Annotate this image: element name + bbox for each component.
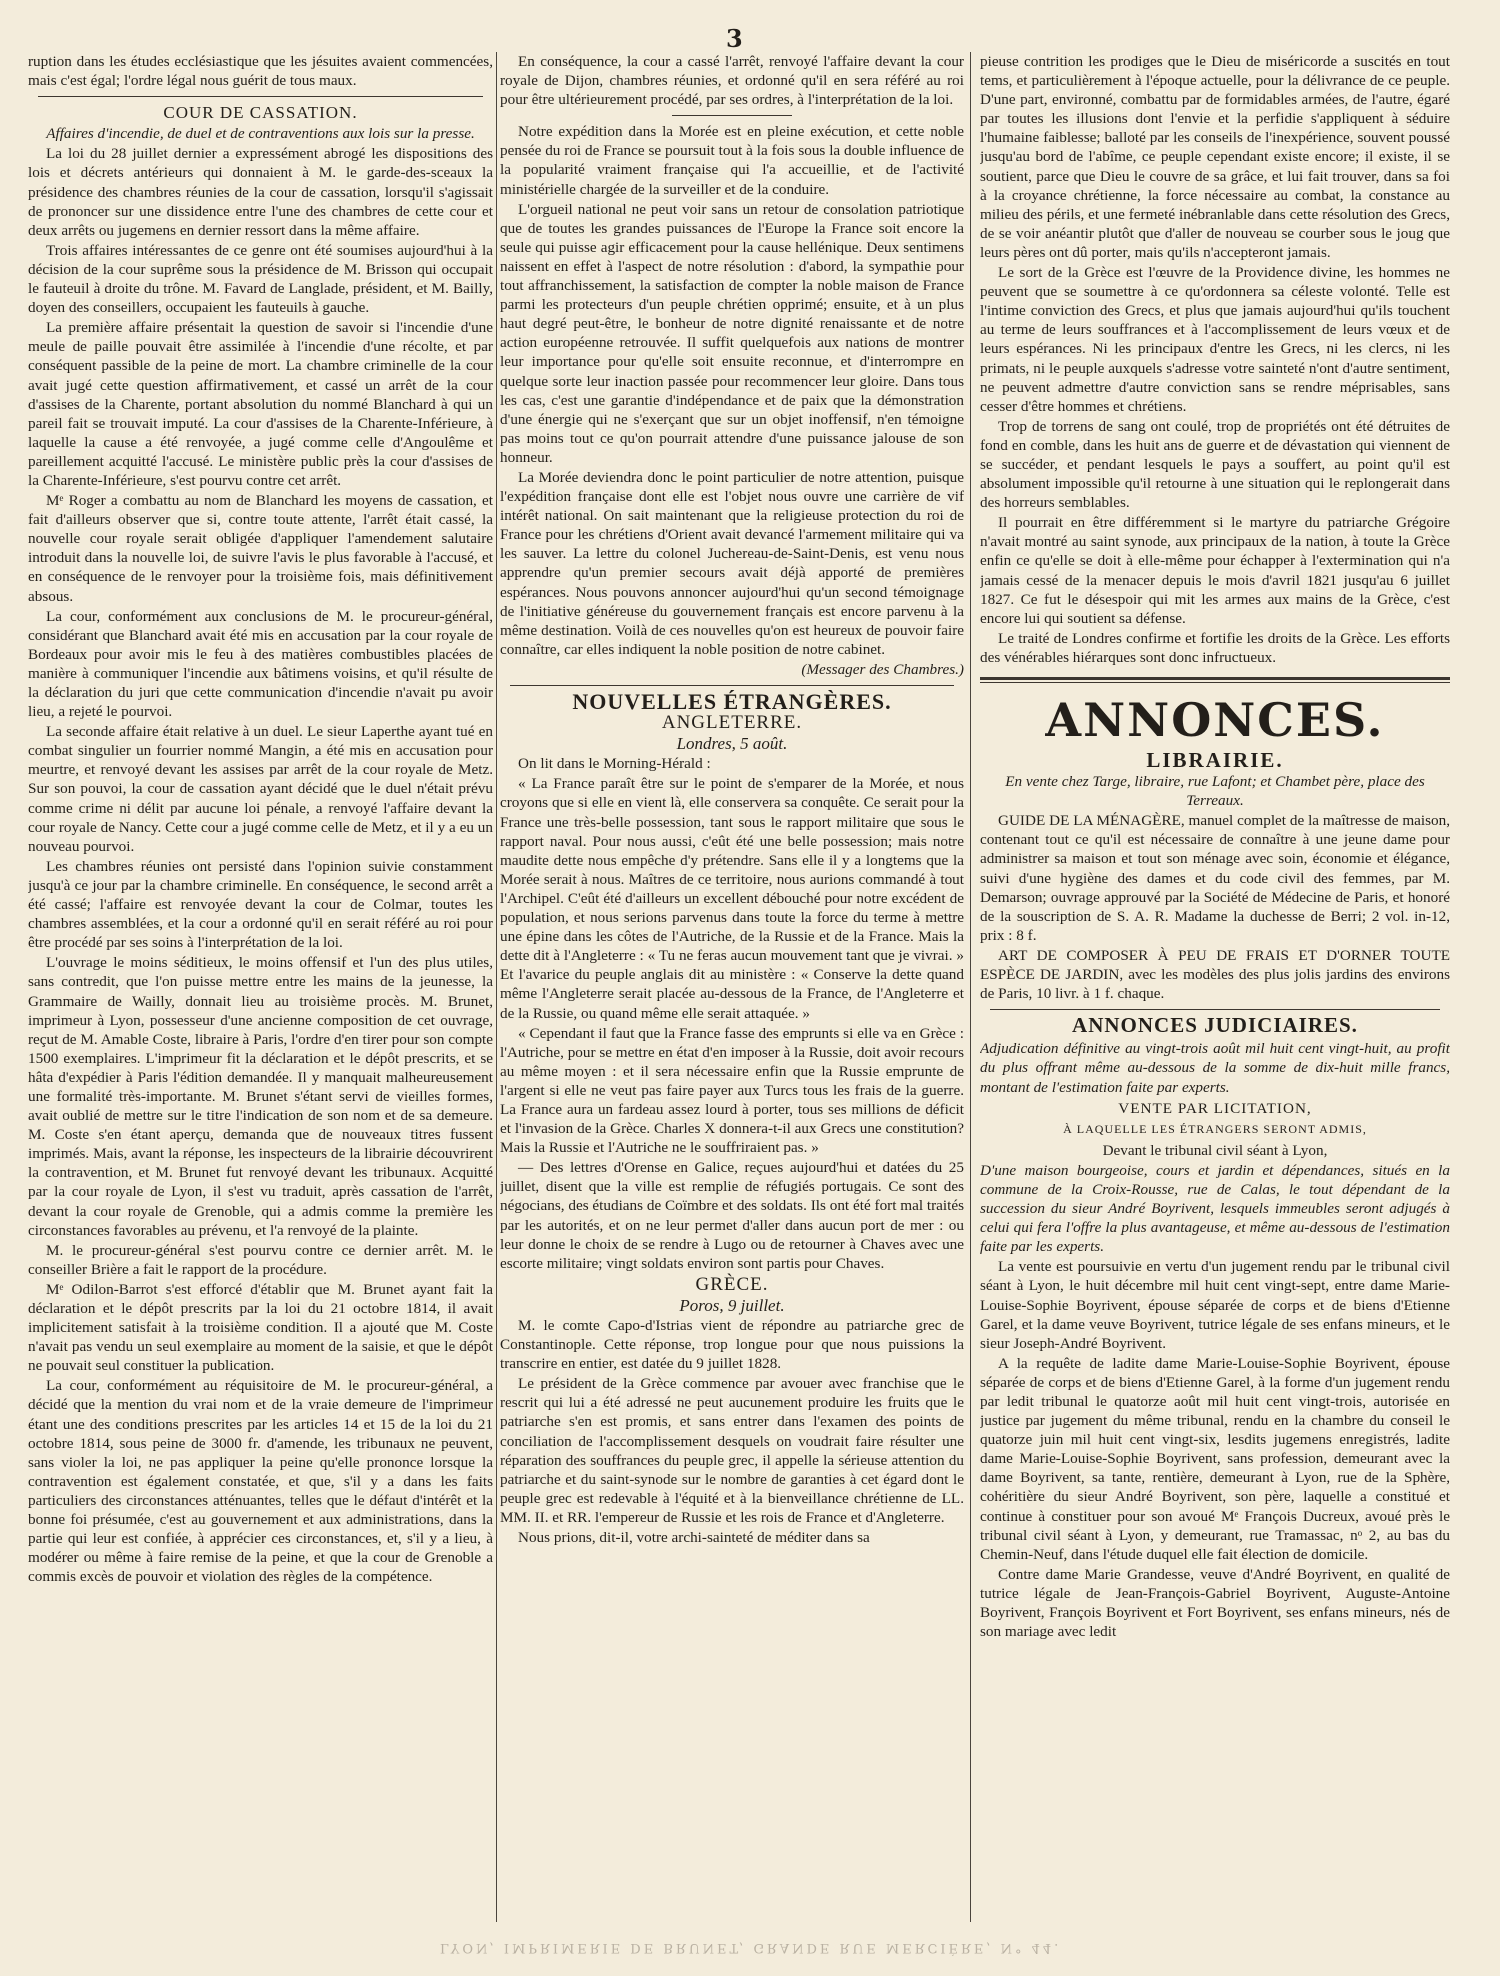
- paragraph: Trois affaires intéressantes de ce genre ont été soumises aujourd'hui à la décision de la cour suprême sous la présidence de M. Brisson qui occupait le fauteuil à droite du trône. M. Favard de Langlade, président, et M. Bailly, doyen des conseillers, occupaient les fauteuils à gauche.: [28, 241, 493, 317]
- page-number: 3: [726, 24, 743, 53]
- annonces-title: ANNONCES.: [1045, 693, 1385, 747]
- librairie-item: GUIDE DE LA MÉNAGÈRE, manuel complet de la maîtresse de maison, contenant tout ce qu'il est nécessaire de connaître à une jeune dame pour administrer sa maison et tout son ménage avec soin, économie et élégance, suivi d'une hygiène des dames et du code civil des femmes, par M. Demarson; ouvrage approuvé par la Société de Médecine de Paris, et honoré de la souscription de S. A. R. Madame la duchesse de Berri; 2 vol. in-12, prix : 8 f.: [980, 812, 1450, 944]
- country-title-grece: GRÈCE.: [695, 1273, 769, 1295]
- judiciaires-intro: Adjudication définitive au vingt-trois août mil huit cent vingt-huit, au profit du plus offrant même au-dessous de la somme de dix-huit mille francs, montant de l'estimation faite par experts.: [980, 1040, 1450, 1096]
- paragraph: Trop de torrens de sang ont coulé, trop de propriétés ont été détruites de fond en comble, dans les huit ans de guerre et de dévastation qui viennent de se succéder, et pendant lesquels le pays a souffert, au point qu'il est absolument impossible qu'il retourne à une situation qui le replongerait dans des horreurs semblables.: [980, 417, 1450, 512]
- column-3: [980, 52, 1450, 1952]
- paragraph: M. le procureur-général s'est pourvu contre ce dernier arrêt. M. le conseiller Brière a fait le rapport de la procédure.: [28, 1241, 493, 1278]
- vente-title: VENTE PAR LICITATION,: [1118, 1099, 1312, 1117]
- column-divider-right: [970, 52, 971, 1922]
- vente-description: D'une maison bourgeoise, cours et jardin et dépendances, situés en la commune de la Croix-Rousse, rue de Calas, le tout dépendant de la succession du sieur André Boyrivent, lesquels immeubles seront adjugés à celui qui fera l'offre la plus avantageuse, et même au-dessous de l'estimation faite par les experts.: [980, 1161, 1450, 1256]
- column-2: [500, 52, 964, 1952]
- paragraph: « Cependant il faut que la France fasse des emprunts si elle va en Grèce : l'Autriche, pour se mettre en état d'en imposer à la Russie, doit avoir recours au même moyen : et il sera nécessaire enfin que la Russie emprunte de l'argent si elle ne veut pas faire payer aux Turcs tous les frais de la guerre. La France aura un fardeau assez lourd à porter, tous ses millions de déficit et l'invasion de la Grèce. Charles X donnera-t-il aux Grecs une constitution? Mais la Russie et l'Autriche ne le souffriraient pas. »: [500, 1024, 964, 1157]
- paragraph: M. le comte Capo-d'Istrias vient de répondre au patriarche grec de Constantinople. Cette réponse, trop longue pour que nous puissions la transcrire en entier, est datée du 9 juillet 1828.: [500, 1317, 964, 1373]
- column-divider-left: [496, 52, 497, 1922]
- paragraph: Le président de la Grèce commence par avouer avec franchise que le rescrit qui lui a été adressé ne peut aucunement produire les fruits que le patriarche s'en est promis, et sans entrer dans l'examen des points de conciliation de l'accomplissement desquels on voudrait faire résulter une réparation des souffrances du peuple grec, il appelle la sérieuse attention du patriarche et du saint-synode sur le nombre de garanties à cet égard dont le peuple grec est redevable à l'équité et à la bienveillance chrétienne de LL. MM. II. et RR. l'empereur de Russie et les rois de France et d'Angleterre.: [500, 1375, 964, 1526]
- annonces-judiciaires-title: ANNONCES JUDICIAIRES.: [1072, 1013, 1358, 1038]
- librairie-item: ART DE COMPOSER À PEU DE FRAIS ET D'ORNER TOUTE ESPÈCE DE JARDIN, avec les modèles des plus jolis jardins des environs de Paris, 10 livr. à 1 f. chaque.: [980, 946, 1450, 1003]
- paragraph: L'orgueil national ne peut voir sans un retour de consolation patriotique que de toutes les grandes puissances de l'Europe la France soit encore la seule qui puisse agir efficacement pour la cause hellénique. Deux sentimens naissent en effet à l'aspect de notre résolution : d'abord, la sympathie pour tout affranchissement, la satisfaction de compter la noble maison de France parmi les protecteurs d'un peuple chrétien opprimé; ensuite, et à un plus haut degré peut-être, le bonheur de notre dignité renaissante et de notre action européenne retrouvée. Il suffit quelquefois aux nations de montrer leur importance pour qu'elle soit ensuite reconnue, et d'interrompre en quelque sorte leur inaction passée pour recommencer leur gloire. Dans tous les cas, c'est une garantie d'indépendance et de paix que la démonstration d'une énergie qui ne s'exerçant que sur un objet inoffensif, n'en témoigne pas moins tout ce qu'on pourrait attendre d'une puissance jalouse de son honneur.: [500, 200, 964, 466]
- dateline-poros: Poros, 9 juillet.: [679, 1295, 785, 1315]
- column-1: [28, 52, 493, 1952]
- paragraph: A la requête de ladite dame Marie-Louise-Sophie Boyrivent, épouse séparée de corps et de biens d'Etienne Garel, à la forme d'un jugement rendu par ledit tribunal le quatorze août mil huit cent vingt-trois, autorisée en justice par jugement du même tribunal, rendu en la chambre du conseil le quatorze juin mil huit cent vingt-six, lesdits jugemens enregistrés, ladite dame Marie-Louise-Sophie Boyrivent, sans profession, demeurant avec la dame Boyrivent, sa tante, rentière, demeurant à Lyon, rue de la Sphère, cohéritière du sieur André Boyrivent, son père, laquelle a constitué et continue à constituer pour son avoué Mᵉ François Ducreux, avoué près le tribunal civil séant à Lyon, y demeurant, rue Tramassac, nᵒ 2, au bas du Chemin-Neuf, dans l'étude duquel elle fait élection de domicile.: [980, 1354, 1450, 1563]
- section-subtitle: Affaires d'incendie, de duel et de contraventions aux lois sur la presse.: [46, 125, 475, 143]
- paragraph: La Morée deviendra donc le point particulier de notre attention, puisque l'expédition française dont elle est l'objet nous ouvre une carrière de vif intérêt national. On sait maintenant que la religieuse protection du roi de France pour les chrétiens d'Orient avait devancé l'armement militaire qui va les sauver. La lettre du colonel Juchereau-de-Saint-Denis, est venu nous apprendre qu'un premier secours avait déjà apporté de premières espérances. Nous pouvons annoncer aujourd'hui qu'un second témoignage de l'initiative généreuse du gouvernement français est encore parvenu à la même destination. Voilà de ces nouvelles qu'on est heureux de pouvoir faire connaître, car elles indiquent la noble position de notre cabinet.: [500, 468, 964, 658]
- paragraph: Nous prions, dit-il, votre archi-sainteté de méditer dans sa: [518, 1529, 870, 1547]
- paragraph: La vente est poursuivie en vertu d'un jugement rendu par le tribunal civil séant à Lyon, le huit décembre mil huit cent vingt-sept, entre dame Marie-Louise-Sophie Boyrivent, épouse séparée de corps et de biens d'Etienne Garel, et la dame veuve Boyrivent, tutrice légale de ses enfans mineurs, et le sieur Joseph-André Boyrivent.: [980, 1258, 1450, 1352]
- section-title-nouvelles-etrangeres: NOUVELLES ÉTRANGÈRES.: [572, 689, 892, 714]
- column-1-intro: ruption dans les études ecclésiastique que les jésuites avaient commencées, mais c'est égal; l'ordre légal nous guérit de tous maux.: [28, 53, 493, 90]
- paragraph: Les chambres réunies ont persisté dans l'opinion suivie constamment jusqu'à ce jour par la chambre criminelle. En conséquence, le second arrêt a été cassé; l'affaire est renvoyée devant la cour de Colmar, toutes les chambres assemblées, et la cour a ordonné qu'il en serait référé au roi pour être procédé par ses soins à l'interprétation de la loi.: [28, 857, 493, 952]
- paragraph: Le traité de Londres confirme et fortifie les droits de la Grèce. Les efforts des vénérables hiérarques sont donc infructueux.: [980, 629, 1450, 666]
- country-title-angleterre: ANGLETERRE.: [661, 712, 803, 734]
- paragraph: La loi du 28 juillet dernier a expressément abrogé les dispositions des lois et décrets antérieurs qui donnaient à M. le garde-des-sceaux la présidence des chambres réunies de la cour de cassation, lorsqu'il s'agissait de prononcer sur une dissidence entre l'une des chambres de cette cour et deux arrêts ou jugemens en dernier ressort dans la même affaire.: [28, 145, 493, 239]
- paragraph: La cour, conformément au réquisitoire de M. le procureur-général, a décidé que la mention du vrai nom et de la vraie demeure de l'imprimeur étant une des conditions prescrites par les articles 14 et 15 de la loi du 21 octobre 1814, sous peine de 3000 fr. d'amende, les tribunaux ne peuvent, sans violer la loi, ne pas appliquer la peine qu'elle prononce lorsque la contravention est également constatée, et que, s'il y a dans les faits particuliers des circonstances atténuantes, telles que le défaut d'intérêt et la bonne foi présumée, c'est au gouvernement et aux administrations, dans la partie qui leur est confiée, à apprécier ces circonstances, et, s'il y a lieu, à modérer ou même à faire remise de la peine, et que la cour de Grenoble a commis excès de pouvoir et violation des règles de la compétence.: [28, 1377, 493, 1586]
- paragraph: On lit dans le Morning-Hérald :: [518, 755, 711, 773]
- paragraph: La seconde affaire était relative à un duel. Le sieur Laperthe ayant tué en combat singulier un fourrier nommé Mangin, a été mis en accusation pour meurtre, et renvoyé devant les assises par arrêt de la cour royale de Metz. Sur son pouvoi, la cour de cassation ayant décidé que le duel n'était prévu comme crime ni délit par aucune loi pénale, a renvoyé l'affaire devant la cour royale de Nancy. Cette cour a jugé comme celle de Metz, et il y a eu un nouveau pourvoi.: [28, 723, 493, 855]
- divider: [38, 96, 483, 97]
- paragraph: L'ouvrage le moins séditieux, le moins offensif et l'un des plus utiles, sans contredit, que l'on puisse mettre entre les mains de la jeunesse, la Grammaire de Wailly, donnait lieu au troisième procès. M. Brunet, imprimeur à Lyon, possesseur d'une ancienne composition de cet ouvrage, reçut de M. Amable Coste, libraire à Paris, l'ordre d'en tirer pour son compte 1500 exemplaires. L'imprimeur fit la déclaration et le dépôt prescrits, et se hâta d'expédier à Paris l'édition demandée. Il y manquait malheureusement une formalité très-importante. M. Brunet s'étant servi de vieilles formes, avait oublié de mettre sur le titre l'indication de son nom et de sa demeure. M. Coste s'en étant aperçu, demanda que de nouveaux titres fussent imprimés. Mais, avant la réponse, les inspecteurs de la librairie découvrirent la contravention, et M. Brunet fut renvoyé devant les tribunaux. Acquitté par la cour royale de Lyon, il s'est vu traduit, après cassation de l'arrêt, devant la cour royale de Grenoble, qui a admis comme la première les circonstances favorables au prévenu, et l'a renvoyé de la plainte.: [28, 954, 493, 1239]
- divider: [990, 1009, 1440, 1010]
- double-rule-bottom: [980, 682, 1450, 683]
- mirrored-imprint: LYON, IMPRIMERIE DE BRUNET, GRANDE RUE MERCIÈRE, N° 44.: [440, 1940, 1062, 1955]
- paragraph: Contre dame Marie Grandesse, veuve d'André Boyrivent, en qualité de tutrice légale de Jean-François-Gabriel Boyrivent, Auguste-Antoine Boyrivent, François Boyrivent et Fort Boyrivent, ses enfans mineurs, nés de son mariage avec ledit: [980, 1565, 1450, 1641]
- paragraph: Mᵉ Odilon-Barrot s'est efforcé d'établir que M. Brunet ayant fait la déclaration et le dépôt prescrits par la loi du 21 octobre 1814, il avait implicitement satisfait à la troisième condition. Il a ajouté que M. Coste n'avait pas vendu un seul exemplaire au moment de la saisie, et que le dépôt ne pouvait seul constituer la publication.: [28, 1280, 493, 1375]
- librairie-title: LIBRAIRIE.: [1146, 748, 1284, 772]
- paragraph: En conséquence, la cour a cassé l'arrêt, renvoyé l'affaire devant la cour royale de Dijon, chambres réunies, et ordonné qu'il en sera référé au roi pour être ultérieurement procédé, par ses ordres, à l'interprétation de la loi.: [500, 53, 964, 109]
- source-signature: (Messager des Chambres.): [801, 660, 964, 678]
- paragraph: La première affaire présentait la question de savoir si l'incendie d'une meule de paille pouvait être assimilée à l'incendie d'une récolte, et par conséquent passible de la peine de mort. La chambre criminelle de la cour avait jugé cette question affirmativement, et cassé un arrêt de la cour d'assises de la Charente, portant absolution du nommé Blanchard à qui un pareil fait se trouvait imputé. La cour d'assises de la Charente-Inférieure, à laquelle la cause a été renvoyée, a jugé comme celle d'Angoulême et pareillement acquitté l'accusé. Le ministère public près la cour d'assises de la Charente-Inférieure, s'est pourvu contre cet arrêt.: [28, 319, 493, 489]
- librairie-intro: En vente chez Targe, libraire, rue Lafont; et Chambet père, place des Terreaux.: [1005, 773, 1425, 810]
- paragraph: pieuse contrition les prodiges que le Dieu de miséricorde a suscités en tout tems, et particulièrement à l'époque actuelle, pour la délivrance de ce peuple. D'une part, environné, combattu par de formidables armées, de l'autre, égaré par toutes les illusions dont l'envie et la perfidie s'appliquent à séduire l'humaine faiblesse; balloté par les conseils de l'inexpérience, souvent poussé jusqu'au bord de l'abîme, ce peuple cependant existe encore; il existe, il se soutient, parce que Dieu le couvre de sa grâce, et lui fait trouver, dans sa foi à la croyance chrétienne, la force nécessaire au combat, la constance au milieu des périls, et une fermeté inébranlable dans cette résolution des Grecs, de se voir anéantir plutôt que d'aller de nouveau se courber sous le joug que leurs pères ont dû porter, mais qu'ils n'accepteront jamais.: [980, 53, 1450, 261]
- paragraph: Notre expédition dans la Morée est en pleine exécution, et cette noble pensée du roi de France se poursuit tout à la fois sous la double influence de la popularité vraiment française qui l'a accueillie, et de l'activité ministérielle chargée de la surveiller et de la conduire.: [500, 123, 964, 198]
- paragraph: Le sort de la Grèce est l'œuvre de la Providence divine, les hommes ne peuvent que se soumettre à ce qu'ordonnera sa céleste volonté. Telle est l'intime conviction des Grecs, et plus que jamais aujourd'hui qu'ils touchent au terme de leurs souffrances et à l'accomplissement de leurs vœux et de leurs espérances. Ni les principaux d'entre les Grecs, ni les clercs, ni les primats, ni le peuple auxquels s'adresse votre sainteté n'ont d'autre sentiment, ne peuvent admettre d'autre conviction sans se rendre méprisables, sans cesser d'être hommes et chrétiens.: [980, 264, 1450, 415]
- double-rule-top: [980, 677, 1450, 680]
- dateline-londres: Londres, 5 août.: [676, 734, 788, 754]
- divider: [672, 115, 792, 116]
- paragraph: La cour, conformément aux conclusions de M. le procureur-général, considérant que Blanchard avait été mis en accusation par la cour royale de Bordeaux pour avoir mis le feu à des matières combustibles placées de manière à communiquer l'incendie aux bâtimens voisins, et qu'il résulte de la déclaration du juri que cette communication d'incendie n'avait pu avoir lieu, a rejeté le pourvoi.: [28, 607, 493, 721]
- paragraph: « La France paraît être sur le point de s'emparer de la Morée, et nous croyons que si elle en vient là, elle conservera sa conquête. Ce serait pour la France une très-belle possession, tant sous le rapport militaire que sous le rapport naval. Pour nous aussi, c'eût été une belle possession; mais notre maudite dette nous empêche d'y prétendre. Sans elle il y a longtems que la Morée serait à nous. Maîtres de ce territoire, nous aurions commandé à tout l'Archipel. C'eût été d'ailleurs un excellent débouché pour notre excédent de population, et nous serions parvenus dans toute la force du terme à mettre une épine dans les côtes de l'Autriche, de la Russie et de la France. Mais la dette dit à l'Angleterre : « Tu ne feras aucun mouvement tant que je vivrai. » Et l'avarice du peuple anglais dit au ministère : « Conserve la dette quand même l'Angleterre serait placée au-dessous de la France, de l'Angleterre et de la Russie, ou quand même elle serait attaquée. »: [500, 775, 964, 1022]
- vente-subtitle: À LAQUELLE LES ÉTRANGERS SERONT ADMIS,: [1063, 1121, 1367, 1136]
- paragraph: Il pourrait en être différemment si le martyre du patriarche Grégoire n'avait montré au saint synode, aux principaux de la nation, à toute la Grèce enfin ce qu'elle se doit à elle-même pour échapper à l'extermination qui n'a jamais cessé de la menacer depuis le mois d'avril 1821 jusqu'au 6 juillet 1827. Ce fut le désespoir qui mit les armes aux mains de la Grèce, c'est encore lui qui soutient sa défense.: [980, 514, 1450, 627]
- paragraph: — Des lettres d'Orense en Galice, reçues aujourd'hui et datées du 25 juillet, disent que la ville est remplie de réfugiés portugais. Ce sont des négocians, des étudians de Coïmbre et des soldats. Ils ont été fort mal traités par les autorités, et on ne leur permet d'aller dans aucun port de mer : ou leur donne le choix de se rendre à Lugo ou de retourner à Chaves avec une escorte militaire; vingt soldats environ sont partis pour Chaves.: [500, 1159, 964, 1272]
- paragraph: Mᵉ Roger a combattu au nom de Blanchard les moyens de cassation, et fait d'ailleurs observer que si, contre toute attente, l'arrêt était cassé, la nouvelle cour royale serait obligée d'appliquer l'amendement salutaire introduit dans la nouvelle loi, de suivre l'avis le plus favorable à l'accusé, et en conséquence de le renvoyer pour la troisième fois, mais définitivement absous.: [28, 492, 493, 605]
- section-title-cour-de-cassation: COUR DE CASSATION.: [163, 103, 358, 123]
- divider: [510, 685, 954, 686]
- vente-tribunal: Devant le tribunal civil séant à Lyon,: [1102, 1141, 1328, 1159]
